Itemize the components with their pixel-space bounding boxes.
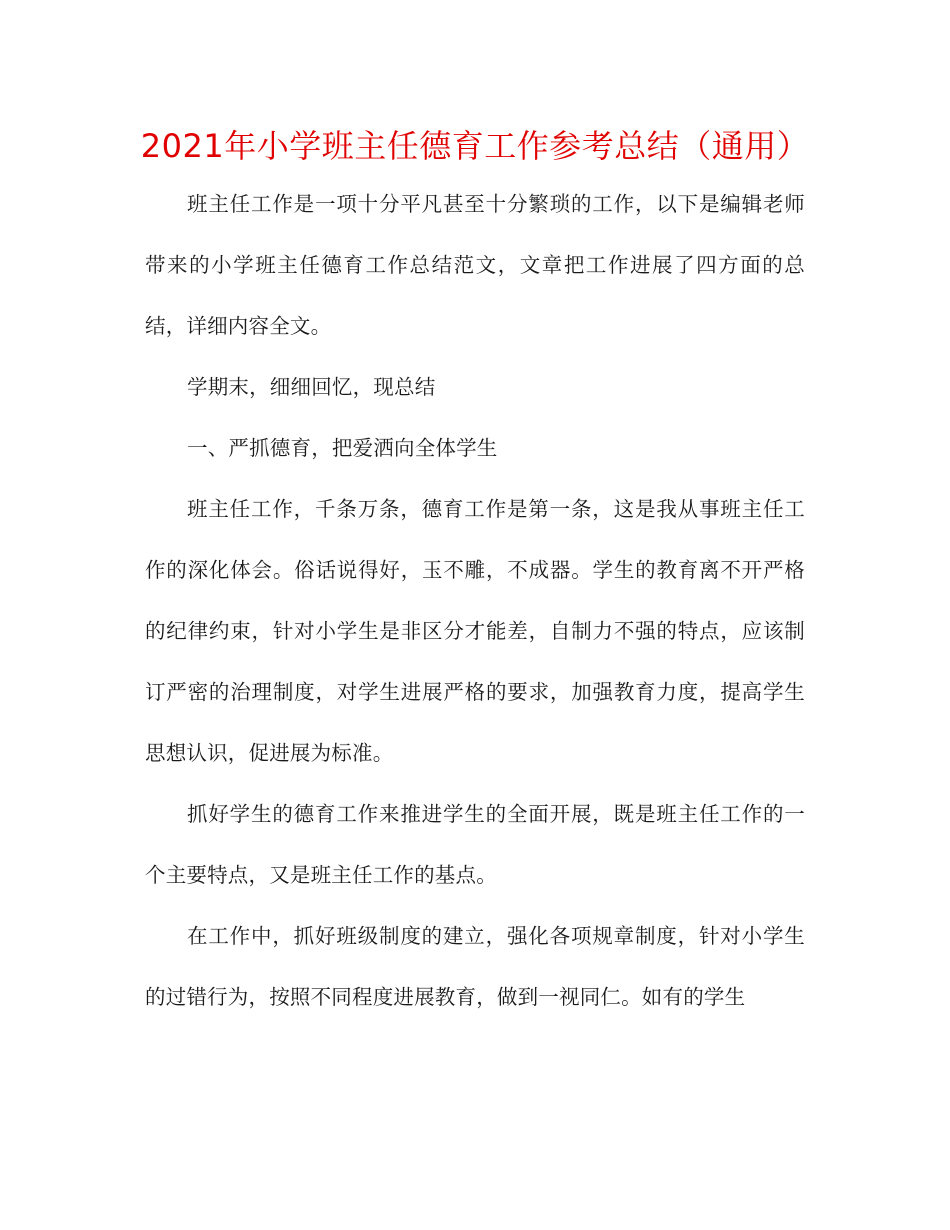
section-heading-1: 一、严抓德育，把爱洒向全体学生	[187, 436, 498, 460]
document-body	[145, 174, 805, 1028]
paragraph-semester-end: 学期末，细细回忆，现总结	[187, 375, 436, 399]
document-title: 2021年小学班主任德育工作参考总结（通用）	[140, 127, 810, 165]
paragraph-moral-education: 班主任工作，千条万条，德育工作是第一条，这是我从事班主任工作的深化体会。俗话说得好，玉不雕，不成器。学生的教育离不开严格的纪律约束，针对小学生是非区分才能差，自制力不强的特点，应该制订严密的治理制度，对学生进展严格的要求，加强教育力度，提高学生思想认识，促进展为标准。	[145, 497, 805, 765]
paragraph-development: 抓好学生的德育工作来推进学生的全面开展，既是班主任工作的一个主要特点，又是班主任工作的基点。	[145, 802, 805, 887]
paragraph-class-rules: 在工作中，抓好班级制度的建立，强化各项规章制度，针对小学生的过错行为，按照不同程度进展教育，做到一视同仁。如有的学生	[145, 924, 805, 1009]
paragraph-intro: 班主任工作是一项十分平凡甚至十分繁琐的工作，以下是编辑老师带来的小学班主任德育工作总结范文，文章把工作进展了四方面的总结，详细内容全文。	[145, 192, 805, 338]
